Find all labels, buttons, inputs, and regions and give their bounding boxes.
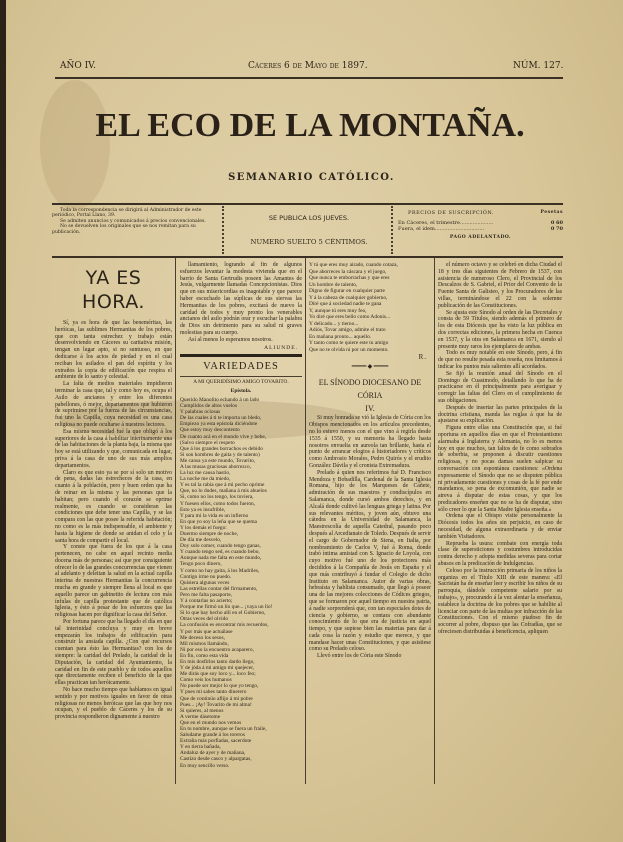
poem-line: Porque me firmó un lío que... ¡vaya un lío! <box>180 604 273 611</box>
paragraph: Sí, ya es hora de que las beneméritas, las heróicas, las sublimes Hermanitas de los pobres, que con tanta estrechez y trabajo están desenvolviendo en Cáceres su caritativa misión, tengan un lugar apto, si no suntuoso, en que dedicarse á los actos de piedad y en el cual reciban los asilados el pan del espíritu y los extraños la copia de edificación que respira el ambiente de lo santo y celestial. <box>55 320 172 381</box>
paragraph: Así al menos lo esperamos nosotros. <box>188 336 273 343</box>
ornament-divider: ━━━━ ◆ ━━━━ <box>351 363 389 370</box>
poem-line: Y fuesen ellos, como todos fueron, <box>180 500 256 507</box>
poem-line: De cuanto acá en el mundo vive y bebe, <box>180 433 267 440</box>
paragraph: Después de insertar las partes principales de la doctrina cristiana, manda las reglas á que ha de ajustarse su explicación. <box>438 404 562 425</box>
poem-line: Si lo que hay hecho allí en el Gobierno, <box>180 610 266 617</box>
poem-line: Que estoy muy descontento <box>180 427 240 434</box>
poem-line: Castizo desde casco y alpargatas, <box>180 756 252 763</box>
subtitle-rule <box>52 203 563 205</box>
poem-line: Y para mi la vida es un infierno <box>180 512 249 519</box>
paragraph: Reprueba la usura: combate con energía toda clase de supersticiones y costumbres introducidas contra derecho y adopta medidas severas para cortar abusos en la predicación de Indulgencias. <box>438 540 562 568</box>
paragraph: No hace mucho tiempo que hablamos en igual sentido y por motivos iguales en favor de otras religiosas no menos heróicas que las que hoy nos ocupan, y el pueblo de Cáceres y los de su provincia respondieron dignamente á nuestro <box>55 687 172 721</box>
poem-line: Mil mismos llamándo, <box>180 640 229 647</box>
poem-line: Y cuando tengo sed, es cuando bebo, <box>180 549 260 556</box>
price-value: 0 70 <box>550 226 563 232</box>
paragraph: Llevó entre los de Cória este Sínodo <box>317 653 402 660</box>
poem-line: Y como no hay gaita, á los Madriles, <box>180 567 260 574</box>
poem-line: De día me desvelo, <box>180 537 222 544</box>
poem-line: La noche me da miedo, <box>180 476 231 483</box>
poem-line: Y pues mi sabes tanto dinerero <box>180 689 247 696</box>
poem-line: Y delicado... y tierno... <box>309 320 359 327</box>
paragraph: Y conste que fuera de los que á la casa pertenecen, no cabe en aquel recinto media docena más de personas; así que por consiguiente ofrecer lo de las grandes concurrencias que vienen al adelanto y deleitan la salud en la actual capilla interina de nuestras Hermanitas la concurrencia mucha en grande y siempre llena al local es que aquello parece un gabinetito de lectura con más ínfulas de capilla protestante que de católica Iglesia, y ésto á pesar de los esfuerzos que las religiosas hacen por dignificar la casa del Señor. <box>55 544 173 619</box>
header-rule <box>55 77 563 79</box>
poem-line: Cumplidos de altos vuelos <box>180 403 238 410</box>
poem-line: Y de jóda á mi amigo mi quejecer, <box>180 665 255 672</box>
poem-line: Y los demás el fuego: <box>180 524 227 531</box>
poem-line: Y es tal la rabia que á mi pecho oprime <box>180 482 265 489</box>
info-divider <box>391 206 393 254</box>
poem-line: Digno de figurar en cualquier parte <box>309 288 385 294</box>
poem-line: Si, como no los tengo, los tuviera, <box>180 494 254 501</box>
section-rule <box>180 376 302 377</box>
poem-subtitle: Epístola. <box>230 388 252 395</box>
poem-line: Aunque nada me falta en este mundo, <box>180 555 262 562</box>
poem-line: La confusión es encontrar mis recuerdos, <box>180 622 269 629</box>
poem-line: Pero me falta pasaporte, <box>180 591 233 598</box>
poem-title: A MI QUERIDÍSIMO AMIGO TOVARITO. <box>193 379 289 386</box>
poem-line: Saludame grande á los toreros <box>180 732 245 739</box>
poem-line: Pues... ¡Ay! Tovarito de mi alma! <box>180 701 252 708</box>
paragraph: Por fortuna parece que ha llegado el día en que tal interinidad concluya y muy en breve empezarán los trabajos de edificación para construir la ansiada capilla. ¿Con qué recursos cuentan para ésto las Hermanitas? con los de siempre: la caridad del Prelado, la caridad de la Diputación, la caridad del Ayuntamiento, la caridad en fin de este pueblo y de todos aquellos que directamente reciben el beneficio de la que ellas practican tan heróicamente. <box>55 619 172 687</box>
column-4 <box>438 262 562 636</box>
poem-line: En muy sencillo verso. <box>180 762 230 769</box>
signature: ALIUNDE. <box>264 344 298 351</box>
article-part-number: IV. <box>365 403 375 413</box>
price-row <box>398 226 563 232</box>
paragraph: Prelado á quien nos referimos fué D. Francisco Mendoza y Bobadilla, Cardenal de la Santa Iglesia Romana, hijo de los Marqueses de Cañete, admiración de sus maestros y condiscípulos en Salamanca, donde cursó ambos derechos, y en Alcalá donde cultivó las lenguas griega y latina. Por sus relevantes méritos, y joven aún, obtuvo una cátedra en la Universidad de Salamanca, la Maestrescolía de aquella Catedral, pasando poco después al Arcedianato de Toledo. Después de servir el cargo de Gobernador de Siena, en Italia, por nombramiento de Carlos V, fué á Roma, donde trabó íntima amistad con S. Ignacio de Loyola, con cuyo motivo fué uno de los protectores más decididos á la Compañía de Jesús en España y el que más contribuyó á fundar el Colegio de dicho Instituto en Salamanca. Autor de varias obras, hebraísta y hablista consumado, que llegó á poseer una de las mejores colecciones de Códices griegos, que se formaron por aquel tiempo en nuestra patria, á nadie sorprenderá que, con tan especiales dotes de ciencia y gobierno, se contara con abundante conocimiento de lo que era de justicia en aquel tiempo, y que supiese bien las materias para dar á cada cosa la razón y estudio que merece, y que mandase hacer unas Constituciones, y que asistiese como su Prelado celoso. <box>309 469 431 653</box>
article-heading: EL SÍNODO DIOCESANO DE CÓRIA <box>318 377 422 400</box>
column-divider <box>434 258 435 784</box>
notice-line: Toda la correspondencia se dirigirá al Administrador de este periódico, Portal Llano, 39. <box>52 208 202 219</box>
poem-line: Me cansa ya este mundo, Tovarito, <box>180 457 256 464</box>
paragraph: Claro es que esto ya se por sí solo un motivo de pena, dadas las estrecheces de la casa, en cuanto á la población, pero y buen orden que ha de reinar en la misma y las personas que la habitan; pero cuando el corazón se oprime realmente, es cuando se consideran las condiciones que debe tener una Capilla, y se las compara con las que posee la referida habitación; no como es la más indispensable, el ambiente y hasta la higiene de donde se anidan el celo y la santa hora de compartir el local. <box>55 469 172 544</box>
single-issue-price: NUMERO SUELTO 5 CÉNTIMOS. <box>250 238 368 246</box>
poem-line: Y por más que actuálase <box>180 628 233 635</box>
poem-line: Que nunca te emborrachas y que eres <box>309 275 390 281</box>
paragraph: La falta de medios materiales impidieron terminar la casa que, tal y como hoy es, ocupa el Asilo de ancianos y entre los diferentes pabellones, ó mejor, departamentos que hubieron de suprimirse por la fuerza de las circunstancias, fué uno la Capilla, cuya necesidad es una casa religiosa no puede ocultarse á nuestros lectores. <box>55 381 172 428</box>
poem-line: Y tú que eres muy airado, cuando cotaza, <box>309 262 398 268</box>
poem-line: Quisiera algunas veces <box>180 579 230 586</box>
poem-line: Que aborreces la cáscara y el juego, <box>309 268 387 275</box>
poem-line: Doy solo comer, cuando tengo ganas, <box>180 543 261 550</box>
signature: R. <box>418 353 427 361</box>
issue-year: AÑO IV. <box>60 61 96 71</box>
poem-line: Y á la cabeza de cualquier gobierno, <box>309 294 388 301</box>
poem-line: Que no te olvida ni por un momento. <box>309 346 389 353</box>
poem-line: No puede ser mejor lo que yo tengo, <box>180 683 259 690</box>
poem-line: En que yo soy la leña que se quema <box>180 518 257 525</box>
poem-line: Como veis los humanos <box>180 677 232 684</box>
correspondence-notice <box>52 208 218 235</box>
poem-line: Un hombre de talento, <box>309 281 358 288</box>
poem-line: Y en tierra bañada, <box>180 744 221 751</box>
poem-line: De las cuales á ti te importa un bledo, <box>180 415 262 422</box>
poem-line: Si son hombres de gaita y de talento) <box>180 451 260 458</box>
paragraph: el número octavo y se celebró en dicha Ciudad el 18 y tres días siguientes de Febrero de 1537, con asistencia de numeroso Clero, el Provincial de los Descalzos de S. Gabriel, el Prior del Convento de la Fuente Santa de Galisteo, y los Procuradores de las villas, terminándose el 22 con la solemne publicación de las Constituciones. <box>438 262 562 309</box>
notice-line: Se admiten anuncios y comunicados á precios convencionales. <box>60 218 206 224</box>
subscription-prices <box>398 210 563 240</box>
poem-line: Tengo poco dinero, <box>180 561 222 568</box>
poem-line: Y á contarlas no acierto; <box>180 598 233 605</box>
poem-line: Las estrellas contar del firmamento, <box>180 585 258 592</box>
column-3 <box>309 262 431 660</box>
paragraph: Figura entre ellas una Constitución que, si fué oportuna en aquellos días en que el Protestantismo alarmaba á Inglaterra y Alemania, no lo es menos hoy en que muchos, tan faltos de fe como sobrados de soberbia, se proponen á discutir cuestiones religiosas, y no pocas damas suelen salpicar su conversación con espontánea cuestiones: «Ordena expresamente el Sínodo que no se disputen pública ni privadamente cuestiones y cosas de la fé por ende mandamos, so pena de excomunión, que nadie se atreva á disputar de estas cosas, y que los predicadores enseñen que no se ha de disputar, sino sólo creer lo que la Santa Madre Iglesia enseña.» <box>438 425 562 513</box>
poem-line: A verme dásetome <box>180 713 221 720</box>
paragraph: Esa misma necesidad fué la que obligó á los superiores de la casa á habilitar interinamente una de las habitaciones de la planta baja, la misma que hoy se está utilizando y que, comunicada en lugar, priva á la casa de uno de sus más amplios departamentos. <box>55 428 172 469</box>
poem-line: En tu nombre, aunque se fuera un fraile, <box>180 726 267 733</box>
section-heading: VARIEDADES <box>203 361 279 373</box>
newspaper-subtitle: SEMANARIO CATÓLICO. <box>228 172 395 183</box>
poem-line: Empiezo ya esta epístola diciéndote <box>180 421 258 428</box>
poem-line: Querido Manolito echando á un lado <box>180 396 260 403</box>
poem-line: Otras veces del olvido <box>180 616 229 623</box>
price-label: Fuera, el idem............................... <box>398 226 485 232</box>
paragraph: Se ajusta este Sínodo al orden de las Decretales y consta de 59 Títulos, siendo además el primero de los de esta Diócesis que ha visto la luz pública en dos correctas ediciones, la primera hecha en Cuenca en 1537, y la otra en Salamanca en 1671, siendo al presente muy raros los ejemplares de ambas. <box>438 309 562 350</box>
poem-line: Ni por eso la encuentro acaparero, <box>180 646 254 653</box>
prices-unit: Pesetas <box>540 210 563 215</box>
section-rule <box>180 354 302 357</box>
poem-line: Que á los grandes borrachos es debido <box>180 445 263 452</box>
paragraph: Ordena que el Obispo visite personalmente la Diócesis todos los años sin perjuicio, en caso de necesidad, de alguna extraordinaria y de enviar también Visitadores. <box>438 513 562 540</box>
newspaper-title: EL ECO DE LA MONTAÑA. <box>95 107 525 144</box>
poem-line: Que de continúo aflijo á mi pobre <box>180 695 253 702</box>
poem-line: Que, no lo dudes, mañana á mis abuelos <box>180 488 267 495</box>
column-divider <box>305 258 306 784</box>
info-divider <box>222 206 224 254</box>
poem-line: A las musas graciosas aborrezco, <box>180 463 252 470</box>
price-value: 0 60 <box>550 220 563 226</box>
poem-line: La luz me causa hastío, <box>180 470 231 477</box>
poem-line: Duermo siempre de noche, <box>180 531 239 538</box>
poem-line: Y, aunque tú eres muy feo, <box>309 307 367 314</box>
poem-line: Esto ya es insufrible, <box>180 506 226 513</box>
poem-line: Díré que á sociedad nadie te gana <box>309 301 382 307</box>
price-label: En Cáceres, el trimestre..................... <box>398 220 494 226</box>
poem-line: Que en el mundo nos vemos <box>180 719 242 726</box>
paragraph: Si muy honrada se vió la Iglesia de Cória con los Obispos mencionados en los artículos precedentes, no lo estuvo menos con el que vino á regirla desde 1535 á 1550, y su memoria ha llegado hasta nosotros envuelta en aureola tan brillante, hasta el punto de arrancar elogios á historiadores y críticos como Ambrosio Morales, Pedro Quirós y el erudito González Dávila y el cronista Extremadura. <box>309 415 431 469</box>
publication-day: SE PUBLICA LOS JUEVES. <box>268 214 350 222</box>
prices-title: PRECIOS DE SUSCRIPCIÓN. <box>408 210 494 216</box>
poem-line: Me dirás que soy loco y... loco feo; <box>180 671 256 678</box>
column-divider <box>175 258 176 784</box>
poem-line: En fin, como esta vida <box>180 652 229 659</box>
paragraph: Todo es muy notable en este Sínodo, pero, á fin de que no resulte pesada esta reseña, nos limitamos á indicar los puntos más salientes allí acordados. <box>438 350 562 370</box>
paragraph: Celoso por la instrucción primaria de los niños la organiza en el Título XIII de este manera: «El Sacristán ha de enseñar leer y escribir los niños de su parroquia, dándole competente salario por su trabajo», y, procurando á la vez alentar la enseñanza, establece la doctrina de los pobres que se habilite al licenciar con parte de las multas por infracción de las Constituciones. Con el mismo piadoso fin de socorrer al pobre, dispuso que las Cofradías, que se ofreciesen distribuidas á beneficencia, apliquen <box>438 567 562 636</box>
poem-line: En mis dosfirlos tanto dardo llego, <box>180 658 255 665</box>
poem-line: Andaluz de ayer y de mañana, <box>180 750 246 757</box>
poem-line: Me deceso los sesos, <box>180 634 225 641</box>
poem-line: Contigo irme no puedo. <box>180 573 232 580</box>
poem-line: (Salvo siempre el respeto <box>180 439 235 446</box>
article-ya-es-hora <box>55 262 172 721</box>
poem-line: Extraña más porfiadas, sacerdote <box>180 738 252 745</box>
paragraph: llamamiento, logrando al fin de algunos esfuerzos levantar la modesta vivienda que en el barrio de Santa Gertrudis poseen las Amantes de Jesús, vulgarmente llamadas Concepcionistas. Dios que en sus misericordias es inagotable y que parece haber escuchado las súplicas de sus siervas las Hermanitas de los pobres, excitará de nuevo la caridad de todos y muy pronto los venerables ancianos del asilo podrán orar y escuchar la palabra de Dios sin detrimento para su salud ni graves molestias para su cuerpo. <box>180 262 302 336</box>
notice-line: No se devuelven los originales que se nos remitan para su publicación. <box>52 224 196 235</box>
prepayment-note: PAGO ADELANTADO. <box>449 235 512 240</box>
issue-number: NÚM. 127. <box>513 61 564 71</box>
poem-line: Yo diré que eres bello como Adonis... <box>309 314 391 320</box>
poem-line: Y tanto como te quiere este tu amigo <box>309 340 389 346</box>
paragraph: Se fijó la reunión anual del Sínodo en el Domingo de Cuasimodo, detallando lo que ha de practicarse en él principalmente para averiguar y corregir las faltas del Clero en el cumplimiento de sus obligaciones. <box>438 370 562 404</box>
columns-top-rule <box>52 256 563 258</box>
poem-line: En mañana pronto... aquello. <box>309 333 372 340</box>
poem-line: Y palabras ociosas <box>180 409 221 416</box>
article-heading: YA ES HORA. <box>82 267 145 313</box>
poem-line: Si quieres, al menos <box>180 707 224 714</box>
issue-date: Cáceres 6 de Mayo de 1897. <box>248 61 368 71</box>
column-2 <box>180 262 302 769</box>
poem-line: Adiós, Tovar amigo, admite el trato <box>309 327 386 333</box>
